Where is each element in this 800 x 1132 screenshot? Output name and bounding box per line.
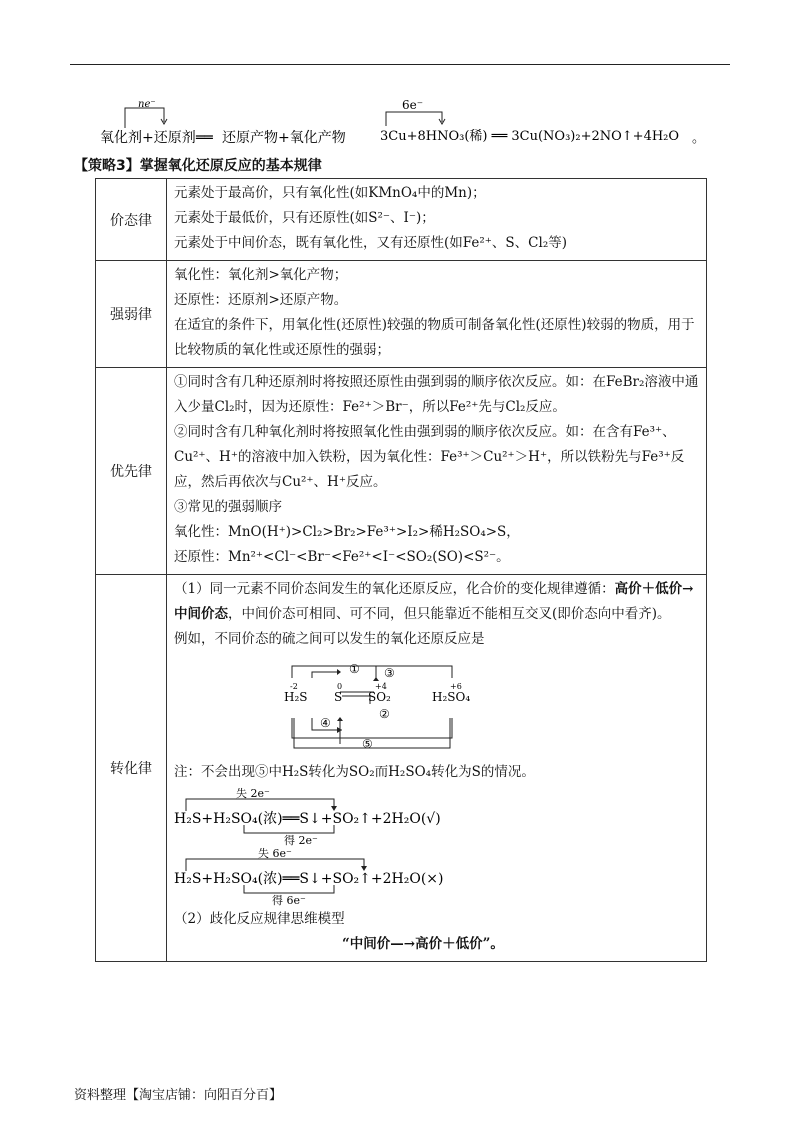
strategy-heading: 【策略3】掌握氧化还原反应的基本规律 (74, 158, 322, 174)
conversion-example: 例如，不同价态的硫之间可以发生的氧化还原反应是 (174, 631, 485, 647)
marker-4: ④ (320, 716, 331, 730)
marker-2: ② (379, 707, 390, 721)
rule-body-priority (167, 368, 707, 575)
disproportionation-model: “中间价—→高价＋低价”。 (342, 936, 504, 952)
rule-body-valence (167, 179, 707, 261)
conversion-para-1 (174, 577, 700, 627)
rule-row-strength (96, 261, 707, 368)
wrong-gain-label: 得 6e⁻ (272, 894, 306, 907)
correct-equation-text: H₂S+H₂SO₄(浓)══S↓+SO₂↑+2H₂O(√) (174, 811, 441, 827)
conversion-para-1-text: （1）同一元素不同价态间发生的氧化还原反应，化合价的变化规律遵循： (174, 581, 615, 597)
marker-5: ⑤ (362, 737, 373, 751)
species-h2so4: H₂SO₄ (432, 690, 471, 704)
general-electron-label: ne⁻ (138, 99, 156, 110)
strength-line-1: 氧化性：氧化剂>氧化产物； (174, 267, 348, 283)
priority-item-1: ①同时含有几种还原剂时将按照还原性由强到弱的顺序依次反应。如：在FeBr₂溶液中通入少量Cl₂时，因为还原性：Fe²⁺＞Br⁻，所以Fe²⁺先与Cl₂反应。 (174, 374, 699, 415)
rule-row-priority (96, 368, 707, 575)
rule-row-conversion (96, 575, 707, 962)
rule-name: 价态律 (96, 179, 167, 261)
general-left: 氧化剂+还原剂 (100, 130, 196, 146)
strength-line-2: 还原性：还原剂>还原产物。 (174, 292, 348, 308)
conversion-para-1-rest: ，中间价态可相同、可不同，但只能靠近不能相互交叉(即价态向中看齐)。 (228, 606, 671, 622)
priority-item-3: ③常见的强弱顺序 (174, 499, 282, 515)
copper-electron-label: 6e⁻ (402, 98, 424, 112)
valence-h2so4: +6 (450, 682, 462, 691)
species-s: S (334, 690, 343, 704)
valence-line-2: 元素处于最低价，只有还原性(如S²⁻、I⁻)； (174, 210, 435, 226)
sulfur-valence-diagram (282, 656, 482, 758)
reducing-order: 还原性：Mn²⁺<Cl⁻<Br⁻<Fe²⁺<I⁻<SO₂(SO)<S²⁻。 (174, 549, 510, 565)
equation-correct (174, 787, 474, 845)
valence-line-3: 元素处于中间价态，既有氧化性，又有还原性(如Fe²⁺、S、Cl₂等) (174, 235, 567, 251)
rule-body-conversion (167, 575, 707, 962)
header-rule (70, 64, 730, 65)
rule-name: 优先律 (96, 368, 167, 575)
species-so2: SO₂ (368, 690, 391, 704)
copper-equation-tail: 。 (692, 131, 706, 146)
general-redox-equation (98, 98, 358, 148)
equation-wrong (174, 847, 474, 905)
header-equations (98, 98, 706, 148)
rule-name: 强弱律 (96, 261, 167, 368)
valence-so2: +4 (375, 682, 387, 691)
marker-3: ③ (384, 666, 395, 680)
valence-line-1: 元素处于最高价，只有氧化性(如KMnO₄中的Mn)； (174, 185, 486, 201)
rule-name: 转化律 (96, 575, 167, 962)
priority-item-2: ②同时含有几种氧化剂时将按照氧化性由强到弱的顺序依次反应。如：在含有Fe³⁺、Cu²⁺、H⁺的溶液中加入铁粉，因为氧化性：Fe³⁺＞Cu²⁺＞H⁺，所以铁粉先与Fe³⁺反应，然后再依次与Cu²⁺、H⁺反应。 (174, 424, 685, 490)
valence-s: 0 (337, 682, 343, 691)
rules-table (95, 178, 707, 962)
conversion-note: 注：不会出现⑤中H₂S转化为SO₂而H₂SO₄转化为S的情况。 (174, 764, 535, 780)
correct-gain-label: 得 2e⁻ (284, 834, 318, 847)
wrong-equation-text: H₂S+H₂SO₄(浓)══S↓+SO₂↑+2H₂O(×) (174, 871, 444, 887)
marker-1: ① (349, 662, 360, 676)
valence-h2s: -2 (290, 682, 298, 691)
rule-body-strength (167, 261, 707, 368)
footer-source: 资料整理【淘宝店铺：向阳百分百】 (74, 1088, 283, 1103)
conversion-rule-bold: 高价＋低价→中间价态 (174, 581, 694, 622)
general-right: 还原产物+氧化产物 (222, 130, 346, 146)
rule-row-valence (96, 179, 707, 261)
conversion-para-2: （2）歧化反应规律思维模型 (174, 911, 345, 927)
correct-lose-label: 失 2e⁻ (236, 787, 270, 800)
strength-line-3: 在适宜的条件下，用氧化性(还原性)较强的物质可制备氧化性(还原性)较弱的物质，用于比较物质的氧化性或还原性的强弱； (174, 317, 695, 358)
copper-equation-text: 3Cu+8HNO₃(稀) ══ 3Cu(NO₃)₂+2NO↑+4H₂O (380, 129, 680, 144)
wrong-lose-label: 失 6e⁻ (258, 847, 292, 860)
species-h2s: H₂S (284, 690, 308, 704)
oxidizing-order: 氧化性：MnO(H⁺)>Cl₂>Br₂>Fe³⁺>I₂>稀H₂SO₄>S， (174, 524, 520, 540)
copper-nitric-equation (380, 98, 706, 148)
general-arrow: ══ (196, 130, 213, 146)
